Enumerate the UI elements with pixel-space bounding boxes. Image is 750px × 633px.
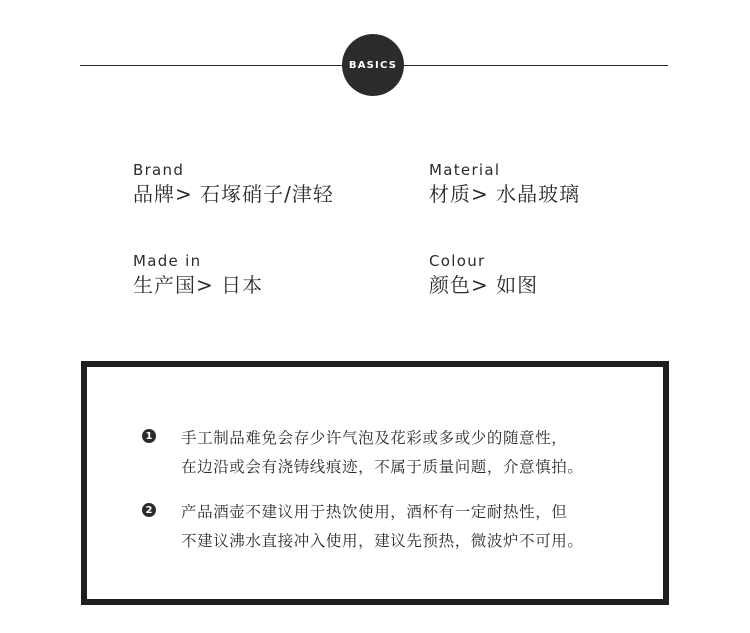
basics-badge-label: BASICS — [348, 59, 398, 71]
header-rule-left — [80, 65, 348, 66]
spec-colour-label: Colour — [429, 252, 486, 270]
note-2-line-1: 产品酒壶不建议用于热饮使用，酒杯有一定耐热性，但 — [181, 503, 568, 521]
spec-brand — [133, 161, 334, 206]
spec-origin — [133, 252, 263, 297]
header-rule-right — [398, 65, 668, 66]
note-item-1 — [142, 424, 584, 482]
spec-colour — [429, 252, 538, 297]
spec-brand-value: 品牌> 石塚硝子/津轻 — [133, 182, 334, 206]
note-1-line-2: 在边沿或会有浇铸线痕迹，不属于质量问题，介意慎拍。 — [181, 458, 584, 476]
spec-material-value: 材质> 水晶玻璃 — [429, 182, 581, 206]
note-number-1: 1 — [142, 429, 156, 443]
basics-badge — [342, 34, 404, 96]
note-2-line-2: 不建议沸水直接冲入使用，建议先预热，微波炉不可用。 — [181, 532, 584, 550]
spec-material-label: Material — [429, 161, 501, 179]
spec-colour-value: 颜色> 如图 — [429, 273, 539, 297]
spec-origin-value: 生产国> 日本 — [133, 273, 264, 297]
note-1-line-1: 手工制品难免会存少许气泡及花彩或多或少的随意性， — [181, 429, 568, 447]
spec-origin-label: Made in — [133, 252, 202, 270]
spec-brand-label: Brand — [133, 161, 185, 179]
spec-material — [429, 161, 580, 206]
note-item-2 — [142, 498, 584, 556]
note-number-2: 2 — [142, 503, 156, 517]
notes-box — [81, 361, 669, 605]
